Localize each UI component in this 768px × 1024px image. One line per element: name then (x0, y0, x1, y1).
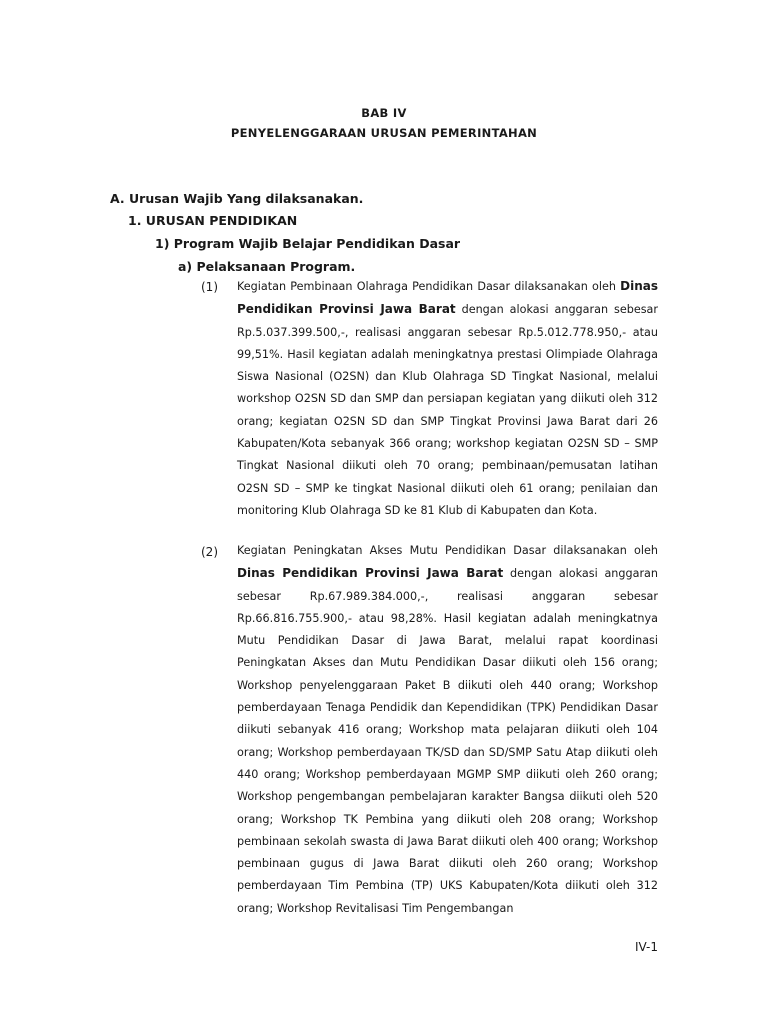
item-2-agency: Dinas Pendidikan Provinsi Jawa Barat (237, 566, 504, 581)
page-number: IV-1 (634, 940, 658, 954)
item-2-paragraph (237, 540, 658, 920)
item-1-number: (1) (201, 280, 218, 294)
item-2-text-rest: dengan alokasi anggaran sebesar Rp.67.989.384.000,-, realisasi anggaran sebesar Rp.66.816.755.900,- atau 98,28%. Hasil kegiatan adalah meningkatnya Mutu Pendidikan Dasar di Jawa Barat, melalui rapat koordinasi Peningkatan Akses dan Mutu Pendidikan Dasar diikuti oleh 156 orang; Workshop penyelenggaraan Paket B diikuti oleh 440 orang; Workshop pemberdayaan Tenaga Pendidik dan Kependidikan (TPK) Pendidikan Dasar diikuti sebanyak 416 orang; Workshop mata pelajaran diikuti oleh 104 orang; Workshop pemberdayaan TK/SD dan SD/SMP Satu Atap diikuti oleh 440 orang; Workshop pemberdayaan MGMP SMP diikuti oleh 260 orang; Workshop pengembangan pembelajaran karakter Bangsa diikuti oleh 520 orang; Workshop TK Pembina yang diikuti oleh 208 orang; Workshop pembinaan sekolah swasta di Jawa Barat diikuti oleh 400 orang; Workshop pembinaan gugus di Jawa Barat diikuti oleh 260 orang; Workshop pemberdayaan Tim Pembina (TP) UKS Kabupaten/Kota diikuti oleh 312 orang; Workshop Revitalisasi Tim Pengembangan (237, 567, 658, 915)
subsection-1-heading: 1. URUSAN PENDIDIKAN (128, 213, 298, 228)
item-1-text-start: Kegiatan Pembinaan Olahraga Pendidikan Dasar dilaksanakan oleh (237, 280, 621, 293)
program-1-heading: 1) Program Wajib Belajar Pendidikan Dasar (155, 236, 461, 251)
chapter-title: PENYELENGGARAAN URUSAN PEMERINTAHAN (230, 126, 538, 140)
item-1-paragraph (237, 275, 658, 522)
item-2-text-start: Kegiatan Peningkatan Akses Mutu Pendidikan Dasar dilaksanakan oleh (237, 544, 658, 557)
item-a-heading: a) Pelaksanaan Program. (178, 259, 356, 274)
item-1-text-rest: dengan alokasi anggaran sebesar Rp.5.037.399.500,-, realisasi anggaran sebesar Rp.5.012.778.950,- atau 99,51%. Hasil kegiatan adalah meningkatnya prestasi Olimpiade Olahraga Siswa Nasional (O2SN) dan Klub Olahraga SD Tingkat Nasional, melalui workshop O2SN SD dan SMP dan persiapan kegiatan yang diikuti oleh 312 orang; kegiatan O2SN SD dan SMP Tingkat Provinsi Jawa Barat dari 26 Kabupaten/Kota sebanyak 366 orang; workshop kegiatan O2SN SD – SMP Tingkat Nasional diikuti oleh 70 orang; pembinaan/pemusatan latihan O2SN SD – SMP ke tingkat Nasional diikuti oleh 61 orang; penilaian dan monitoring Klub Olahraga SD ke 81 Klub di Kabupaten dan Kota. (237, 303, 658, 517)
item-2-number: (2) (201, 545, 218, 559)
item-1-agency: Dinas Pendidikan Provinsi Jawa Barat (237, 279, 658, 317)
section-a-heading: A. Urusan Wajib Yang dilaksanakan. (110, 191, 364, 206)
chapter-heading: BAB IV (361, 106, 407, 120)
